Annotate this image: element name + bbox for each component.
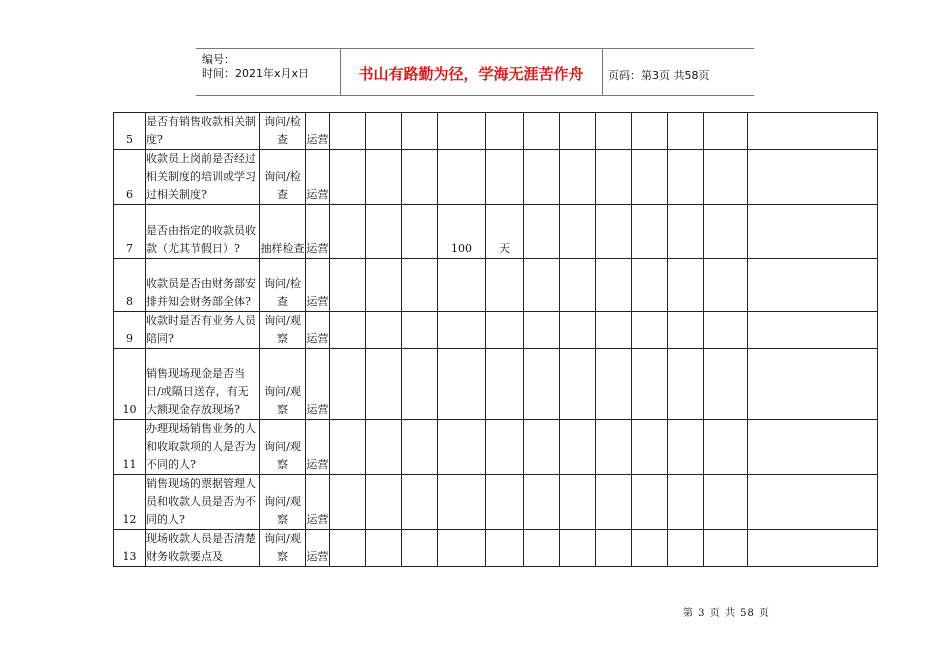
blank-cell — [366, 259, 402, 312]
blank-cell — [668, 420, 704, 475]
blank-cell — [748, 530, 878, 567]
question-cell: 现场收款人员是否清楚财务收款要点及 — [146, 530, 260, 567]
blank-cell — [668, 205, 704, 259]
blank-cell — [524, 312, 560, 349]
value-cell — [438, 349, 486, 420]
unit-cell — [486, 150, 524, 205]
blank-cell — [330, 259, 366, 312]
blank-cell — [366, 530, 402, 567]
method-cell: 询问/检查 — [260, 150, 306, 205]
row-number: 9 — [114, 312, 146, 349]
blank-cell — [560, 420, 596, 475]
blank-cell — [330, 475, 366, 530]
header-page-label: 页码：第3页 共58页 — [608, 69, 710, 82]
blank-cell — [704, 259, 748, 312]
blank-cell — [748, 259, 878, 312]
unit-cell — [486, 259, 524, 312]
blank-cell — [402, 312, 438, 349]
responsible-cell: 运营 — [306, 150, 330, 205]
blank-cell — [632, 349, 668, 420]
method-cell: 询问/观察 — [260, 312, 306, 349]
blank-cell — [704, 475, 748, 530]
blank-cell — [524, 420, 560, 475]
blank-cell — [632, 312, 668, 349]
blank-cell — [704, 205, 748, 259]
row-number: 11 — [114, 420, 146, 475]
blank-cell — [560, 312, 596, 349]
blank-cell — [704, 150, 748, 205]
unit-cell — [486, 349, 524, 420]
blank-cell — [668, 113, 704, 150]
blank-cell — [632, 113, 668, 150]
method-cell: 询问/观察 — [260, 420, 306, 475]
page-footer: 第 3 页 共 58 页 — [683, 608, 770, 619]
method-cell: 询问/检查 — [260, 259, 306, 312]
table-row — [114, 205, 878, 259]
header-divider — [602, 49, 603, 95]
blank-cell — [668, 349, 704, 420]
page-header — [196, 48, 754, 96]
responsible-cell: 运营 — [306, 259, 330, 312]
blank-cell — [704, 312, 748, 349]
blank-cell — [330, 530, 366, 567]
table-row — [114, 475, 878, 530]
blank-cell — [560, 530, 596, 567]
row-number: 12 — [114, 475, 146, 530]
blank-cell — [704, 349, 748, 420]
value-cell: 100 — [438, 205, 486, 259]
table-row — [114, 259, 878, 312]
blank-cell — [704, 420, 748, 475]
blank-cell — [524, 530, 560, 567]
blank-cell — [596, 475, 632, 530]
blank-cell — [596, 530, 632, 567]
value-cell — [438, 113, 486, 150]
time-label: 时间：2021年x月x日 — [202, 67, 310, 80]
blank-cell — [330, 113, 366, 150]
blank-cell — [366, 205, 402, 259]
row-number: 10 — [114, 349, 146, 420]
value-cell — [438, 150, 486, 205]
row-number: 13 — [114, 530, 146, 567]
blank-cell — [668, 312, 704, 349]
blank-cell — [524, 113, 560, 150]
responsible-cell: 运营 — [306, 475, 330, 530]
unit-cell — [486, 475, 524, 530]
audit-table — [113, 112, 878, 567]
question-cell: 是否有销售收款相关制度? — [146, 113, 260, 150]
blank-cell — [596, 349, 632, 420]
question-cell: 收款员是否由财务部安排并知会财务部全体? — [146, 259, 260, 312]
responsible-cell: 运营 — [306, 349, 330, 420]
blank-cell — [402, 150, 438, 205]
value-cell — [438, 259, 486, 312]
blank-cell — [748, 420, 878, 475]
blank-cell — [596, 150, 632, 205]
table-row — [114, 530, 878, 567]
blank-cell — [668, 530, 704, 567]
responsible-cell: 运营 — [306, 420, 330, 475]
question-cell: 收款时是否有业务人员陪同? — [146, 312, 260, 349]
blank-cell — [366, 113, 402, 150]
blank-cell — [596, 113, 632, 150]
value-cell — [438, 475, 486, 530]
blank-cell — [704, 113, 748, 150]
blank-cell — [748, 312, 878, 349]
unit-cell: 天 — [486, 205, 524, 259]
blank-cell — [560, 475, 596, 530]
blank-cell — [402, 259, 438, 312]
responsible-cell: 运营 — [306, 113, 330, 150]
blank-cell — [402, 530, 438, 567]
header-motto: 书山有路勤为径，学海无涯苦作舟 — [358, 65, 584, 83]
blank-cell — [748, 150, 878, 205]
blank-cell — [366, 475, 402, 530]
question-cell: 办理现场销售业务的人和收取款项的人是否为不同的人? — [146, 420, 260, 475]
blank-cell — [366, 349, 402, 420]
row-number: 6 — [114, 150, 146, 205]
blank-cell — [560, 150, 596, 205]
blank-cell — [402, 420, 438, 475]
table-row — [114, 113, 878, 150]
blank-cell — [748, 349, 878, 420]
method-cell: 抽样检查 — [260, 205, 306, 259]
table-row — [114, 312, 878, 349]
blank-cell — [366, 420, 402, 475]
blank-cell — [748, 205, 878, 259]
row-number: 7 — [114, 205, 146, 259]
blank-cell — [560, 349, 596, 420]
unit-cell — [486, 312, 524, 349]
blank-cell — [524, 259, 560, 312]
blank-cell — [632, 530, 668, 567]
value-cell — [438, 312, 486, 349]
value-cell — [438, 530, 486, 567]
unit-cell — [486, 530, 524, 567]
blank-cell — [596, 312, 632, 349]
row-number: 5 — [114, 113, 146, 150]
blank-cell — [632, 475, 668, 530]
question-cell: 销售现场现金是否当日/或隔日送存，有无大额现金存放现场? — [146, 349, 260, 420]
question-cell: 销售现场的票据管理人员和收款人员是否为不同的人? — [146, 475, 260, 530]
blank-cell — [596, 259, 632, 312]
blank-cell — [402, 475, 438, 530]
question-cell: 是否由指定的收款员收款（尤其节假日）? — [146, 205, 260, 259]
question-cell: 收款员上岗前是否经过相关制度的培训或学习过相关制度? — [146, 150, 260, 205]
blank-cell — [330, 150, 366, 205]
blank-cell — [632, 420, 668, 475]
blank-cell — [366, 150, 402, 205]
blank-cell — [524, 349, 560, 420]
blank-cell — [704, 530, 748, 567]
blank-cell — [402, 349, 438, 420]
table-row — [114, 150, 878, 205]
responsible-cell: 运营 — [306, 530, 330, 567]
table-row — [114, 420, 878, 475]
blank-cell — [748, 113, 878, 150]
blank-cell — [748, 475, 878, 530]
method-cell: 询问/观察 — [260, 349, 306, 420]
blank-cell — [402, 205, 438, 259]
blank-cell — [560, 259, 596, 312]
method-cell: 询问/观察 — [260, 530, 306, 567]
blank-cell — [596, 205, 632, 259]
blank-cell — [668, 150, 704, 205]
row-number: 8 — [114, 259, 146, 312]
blank-cell — [560, 205, 596, 259]
table-row — [114, 349, 878, 420]
value-cell — [438, 420, 486, 475]
blank-cell — [330, 349, 366, 420]
blank-cell — [524, 150, 560, 205]
header-left — [202, 53, 309, 81]
blank-cell — [560, 113, 596, 150]
blank-cell — [524, 475, 560, 530]
blank-cell — [668, 475, 704, 530]
blank-cell — [632, 259, 668, 312]
blank-cell — [330, 205, 366, 259]
number-label: 编号： — [202, 53, 235, 66]
blank-cell — [632, 205, 668, 259]
blank-cell — [668, 259, 704, 312]
blank-cell — [596, 420, 632, 475]
unit-cell — [486, 113, 524, 150]
responsible-cell: 运营 — [306, 205, 330, 259]
blank-cell — [632, 150, 668, 205]
responsible-cell: 运营 — [306, 312, 330, 349]
method-cell: 询问/检查 — [260, 113, 306, 150]
blank-cell — [366, 312, 402, 349]
blank-cell — [402, 113, 438, 150]
blank-cell — [330, 420, 366, 475]
blank-cell — [524, 205, 560, 259]
method-cell: 询问/观察 — [260, 475, 306, 530]
blank-cell — [330, 312, 366, 349]
unit-cell — [486, 420, 524, 475]
